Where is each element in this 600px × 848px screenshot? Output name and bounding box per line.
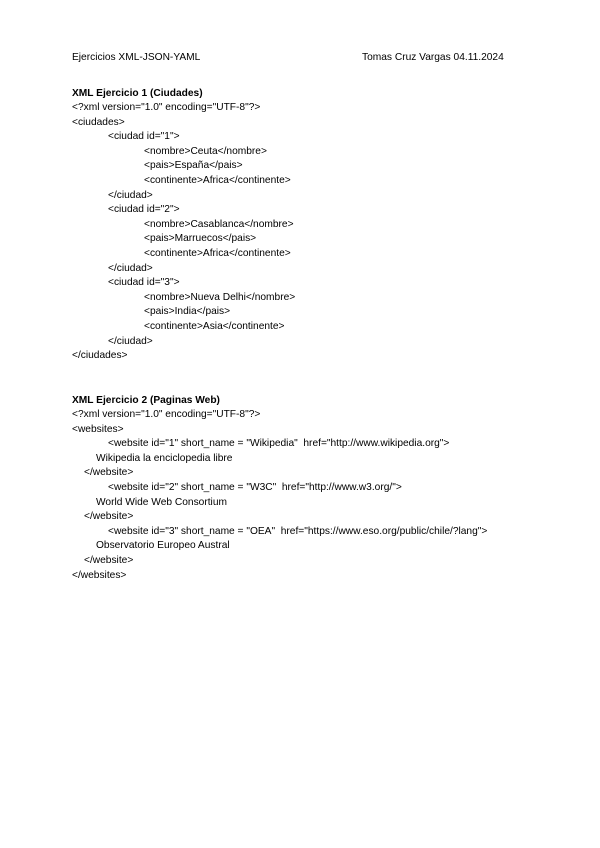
website-1-open-tag: <website id="1" short_name = "Wikipedia" href="http://www.wikipedia.org"> [108,438,450,450]
ciudad-1-nombre: <nombre>Ceuta</nombre> [144,145,267,157]
website-3-text: Observatorio Europeo Austral [96,540,230,552]
websites-open-tag: <websites> [72,423,124,435]
ciudad-1-open-tag: <ciudad id="1"> [108,131,180,143]
websites-close-tag: </websites> [72,569,127,581]
ciudad-2-open-tag: <ciudad id="2"> [108,204,180,216]
ciudad-2-close-tag: </ciudad> [108,262,153,274]
xml-declaration: <?xml version="1.0" encoding="UTF-8"?> [72,409,261,420]
ciudad-3-open-tag: <ciudad id="3"> [108,277,180,289]
website-1-close-tag: </website> [84,467,134,479]
ciudades-open-tag: <ciudades> [72,116,125,128]
ciudad-2-pais: <pais>Marruecos</pais> [144,233,257,245]
ciudades-close-tag: </ciudades> [72,350,128,362]
exercise-2-section [72,394,487,583]
ciudad-3-continente: <continente>Asia</continente> [144,320,285,332]
website-2-text: World Wide Web Consortium [96,496,227,508]
ciudad-3-close-tag: </ciudad> [108,335,153,347]
header-author-date: Tomas Cruz Vargas 04.11.2024 [362,52,504,63]
ciudad-2-continente: <continente>Africa</continente> [144,247,291,259]
exercise-1-heading: XML Ejercicio 1 (Ciudades) [72,88,203,99]
ciudad-1-continente: <continente>Africa</continente> [144,174,291,186]
exercise-2-heading: XML Ejercicio 2 (Paginas Web) [72,395,220,406]
header-course-title: Ejercicios XML-JSON-YAML [72,52,201,63]
website-3-close-tag: </website> [84,554,134,566]
ciudad-2-nombre: <nombre>Casablanca</nombre> [144,218,294,230]
ciudad-3-pais: <pais>India</pais> [144,306,231,318]
exercise-1-section [72,87,295,364]
xml-declaration: <?xml version="1.0" encoding="UTF-8"?> [72,102,261,113]
website-3-open-tag: <website id="3" short_name = "OEA" href="https://www.eso.org/public/chile/?lang"> [108,525,488,537]
website-1-text: Wikipedia la enciclopedia libre [96,452,233,464]
ciudad-3-nombre: <nombre>Nueva Delhi</nombre> [144,291,296,303]
website-2-close-tag: </website> [84,511,134,523]
ciudad-1-pais: <pais>España</pais> [144,160,243,172]
ciudad-1-close-tag: </ciudad> [108,189,153,201]
website-2-open-tag: <website id="2" short_name = "W3C" href="http://www.w3.org/"> [108,481,402,493]
